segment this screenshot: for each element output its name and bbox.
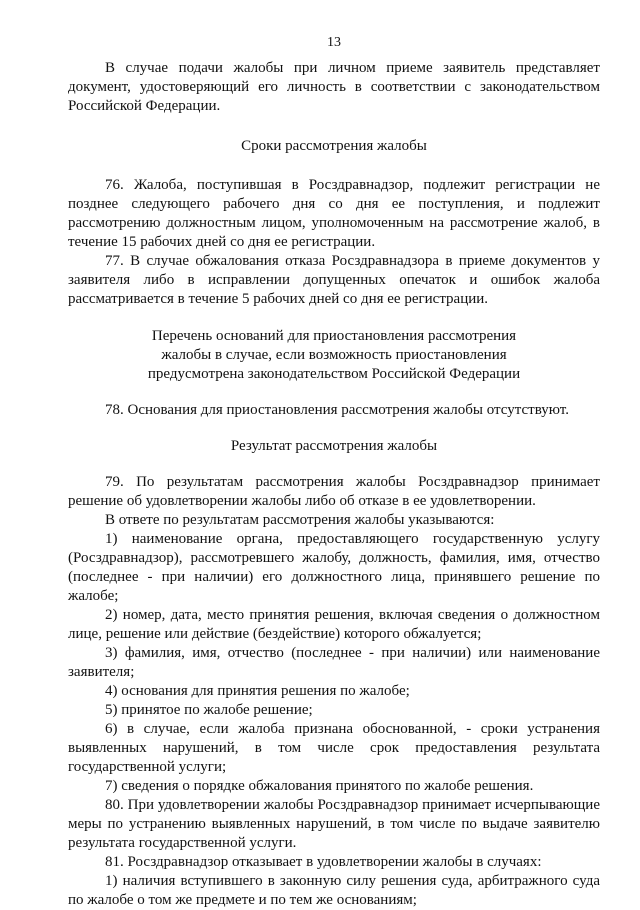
heading-suspension-line-3: предусмотрена законодательством Российской Федерации [147,366,521,382]
paragraph-79: 79. По результатам рассмотрения жалобы Росздравнадзор принимает решение об удовлетворении жалобы либо об отказе в ее удовлетворении. [68,474,600,509]
heading-review-terms: Сроки рассмотрения жалобы [241,138,427,154]
heading-suspension-grounds [68,327,600,384]
paragraph-77: 77. В случае обжалования отказа Росздравнадзора в приеме документов у заявителя либо в исправлении допущенных опечаток и ошибок жалоба рассматривается в течение 5 рабочих дней со дня ее регистрации. [68,253,600,307]
heading-review-result: Результат рассмотрения жалобы [230,438,438,454]
page-number: 13 [327,35,341,50]
paragraph-personal-reception: В случае подачи жалобы при личном приеме заявитель представляет документ, удостоверяющий его личность в соответствии с законодательством Российской Федерации. [68,60,600,114]
paragraph-76: 76. Жалоба, поступившая в Росздравнадзор, подлежит регистрации не позднее следующего рабочего дня со дня ее поступления, и подлежит рассмотрению должностным лицом, уполномоченным на рассмотрение жалоб, в течение 15 рабочих дней со дня ее регистрации. [68,177,600,250]
paragraph-79-item-2: 2) номер, дата, место принятия решения, включая сведения о должностном лице, решение или действие (бездействие) которого обжалуется; [68,607,600,642]
paragraph-79-item-1: 1) наименование органа, предоставляющего государственную услугу (Росздравнадзор), рассмотревшего жалобу, должность, фамилия, имя, отчество (последнее - при наличии) его должностного лица, принявшего решение по жалобе; [68,531,600,604]
heading-suspension-line-2: жалобы в случае, если возможность приостановления [161,347,507,363]
paragraph-79-response: В ответе по результатам рассмотрения жалобы указываются: [105,512,495,528]
paragraph-81: 81. Росздравнадзор отказывает в удовлетворении жалобы в случаях: [105,854,542,870]
paragraph-79-item-5: 5) принятое по жалобе решение; [105,702,313,718]
document-body [68,59,600,910]
paragraph-79-item-6: 6) в случае, если жалоба признана обоснованной, - сроки устранения выявленных нарушений, в том числе срок предоставления результата государственной услуги; [68,721,600,775]
paragraph-79-item-4: 4) основания для принятия решения по жалобе; [105,683,410,699]
paragraph-79-item-7: 7) сведения о порядке обжалования принятого по жалобе решения. [105,778,534,794]
paragraph-79-item-3: 3) фамилия, имя, отчество (последнее - при наличии) или наименование заявителя; [68,645,600,680]
heading-suspension-line-1: Перечень оснований для приостановления рассмотрения [151,328,517,344]
paragraph-80: 80. При удовлетворении жалобы Росздравнадзор принимает исчерпывающие меры по устранению выявленных нарушений, в том числе по выдаче заявителю результата государственной услуги. [68,797,600,851]
paragraph-78: 78. Основания для приостановления рассмотрения жалобы отсутствуют. [105,402,569,418]
paragraph-81-item-1: 1) наличия вступившего в законную силу решения суда, арбитражного суда по жалобе о том же предмете и по тем же основаниям; [68,873,600,908]
